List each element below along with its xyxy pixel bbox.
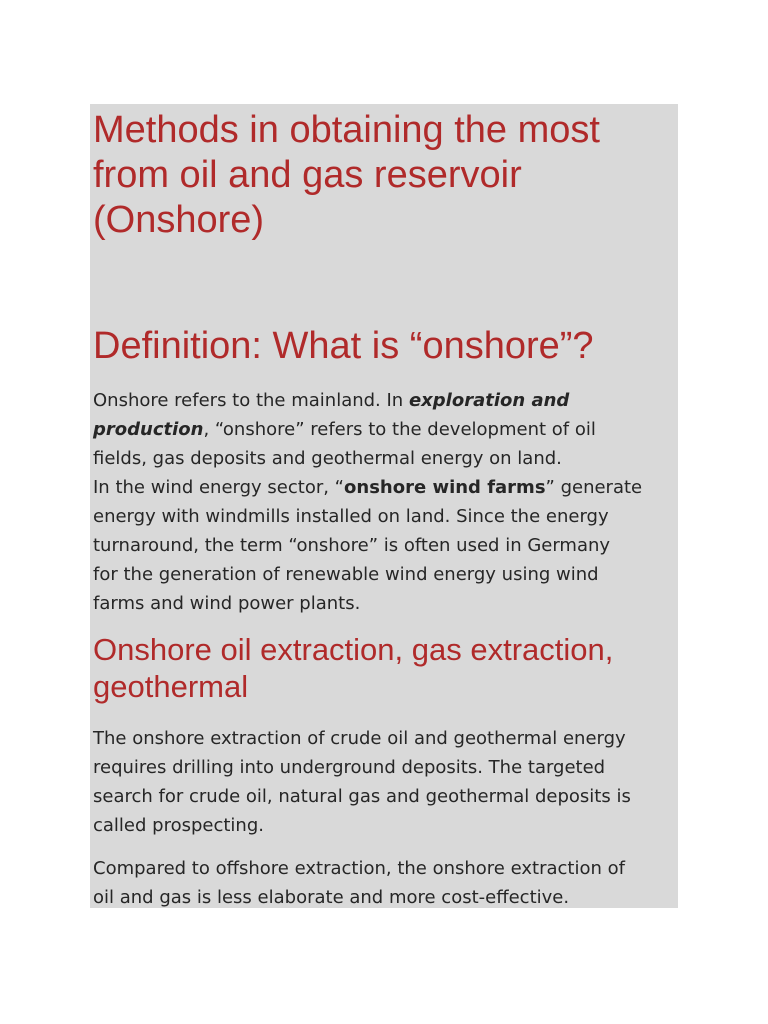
text-segment: , “onshore” refers to the development of oil xyxy=(203,419,596,440)
text-line: farms and wind power plants. xyxy=(93,593,361,614)
document-panel xyxy=(90,104,678,908)
definition-paragraph xyxy=(93,386,678,618)
text-line: Compared to offshore extraction, the onshore extraction of xyxy=(93,858,625,879)
text-line: turnaround, the term “onshore” is often used in Germany xyxy=(93,535,611,556)
title-line: (Onshore) xyxy=(93,199,265,241)
text-line: search for crude oil, natural gas and geothermal deposits is xyxy=(93,786,631,807)
text-line: fields, gas deposits and geothermal energy on land. xyxy=(93,448,562,469)
text-line xyxy=(93,386,678,415)
extraction-heading xyxy=(93,631,678,705)
text-line xyxy=(93,473,678,502)
text-line: energy with windmills installed on land. Since the energy xyxy=(93,506,609,527)
emphasis-production: production xyxy=(93,419,204,440)
extraction-paragraph xyxy=(93,724,678,840)
title-line: Methods in obtaining the most xyxy=(93,109,600,151)
title-line: from oil and gas reservoir xyxy=(93,154,522,196)
heading-line: Onshore oil extraction, gas extraction, xyxy=(93,632,614,667)
emphasis-exploration: exploration and xyxy=(408,390,570,411)
text-segment: In the wind energy sector, “ xyxy=(93,477,345,498)
text-line: called prospecting. xyxy=(93,815,264,836)
text-line: for the generation of renewable wind energy using wind xyxy=(93,564,599,585)
heading-line: geothermal xyxy=(93,669,249,704)
page-title xyxy=(93,108,675,243)
definition-heading: Definition: What is “onshore”? xyxy=(93,325,594,367)
text-line: The onshore extraction of crude oil and geothermal energy xyxy=(93,728,626,749)
text-segment: ” generate xyxy=(545,477,643,498)
emphasis-onshore-wind-farms: onshore wind farms xyxy=(344,477,546,498)
text-line: requires drilling into underground deposits. The targeted xyxy=(93,757,606,778)
text-line xyxy=(93,415,678,444)
comparison-paragraph xyxy=(93,854,678,912)
text-segment: Onshore refers to the mainland. In xyxy=(93,390,409,411)
text-line: oil and gas is less elaborate and more cost-effective. xyxy=(93,887,570,908)
